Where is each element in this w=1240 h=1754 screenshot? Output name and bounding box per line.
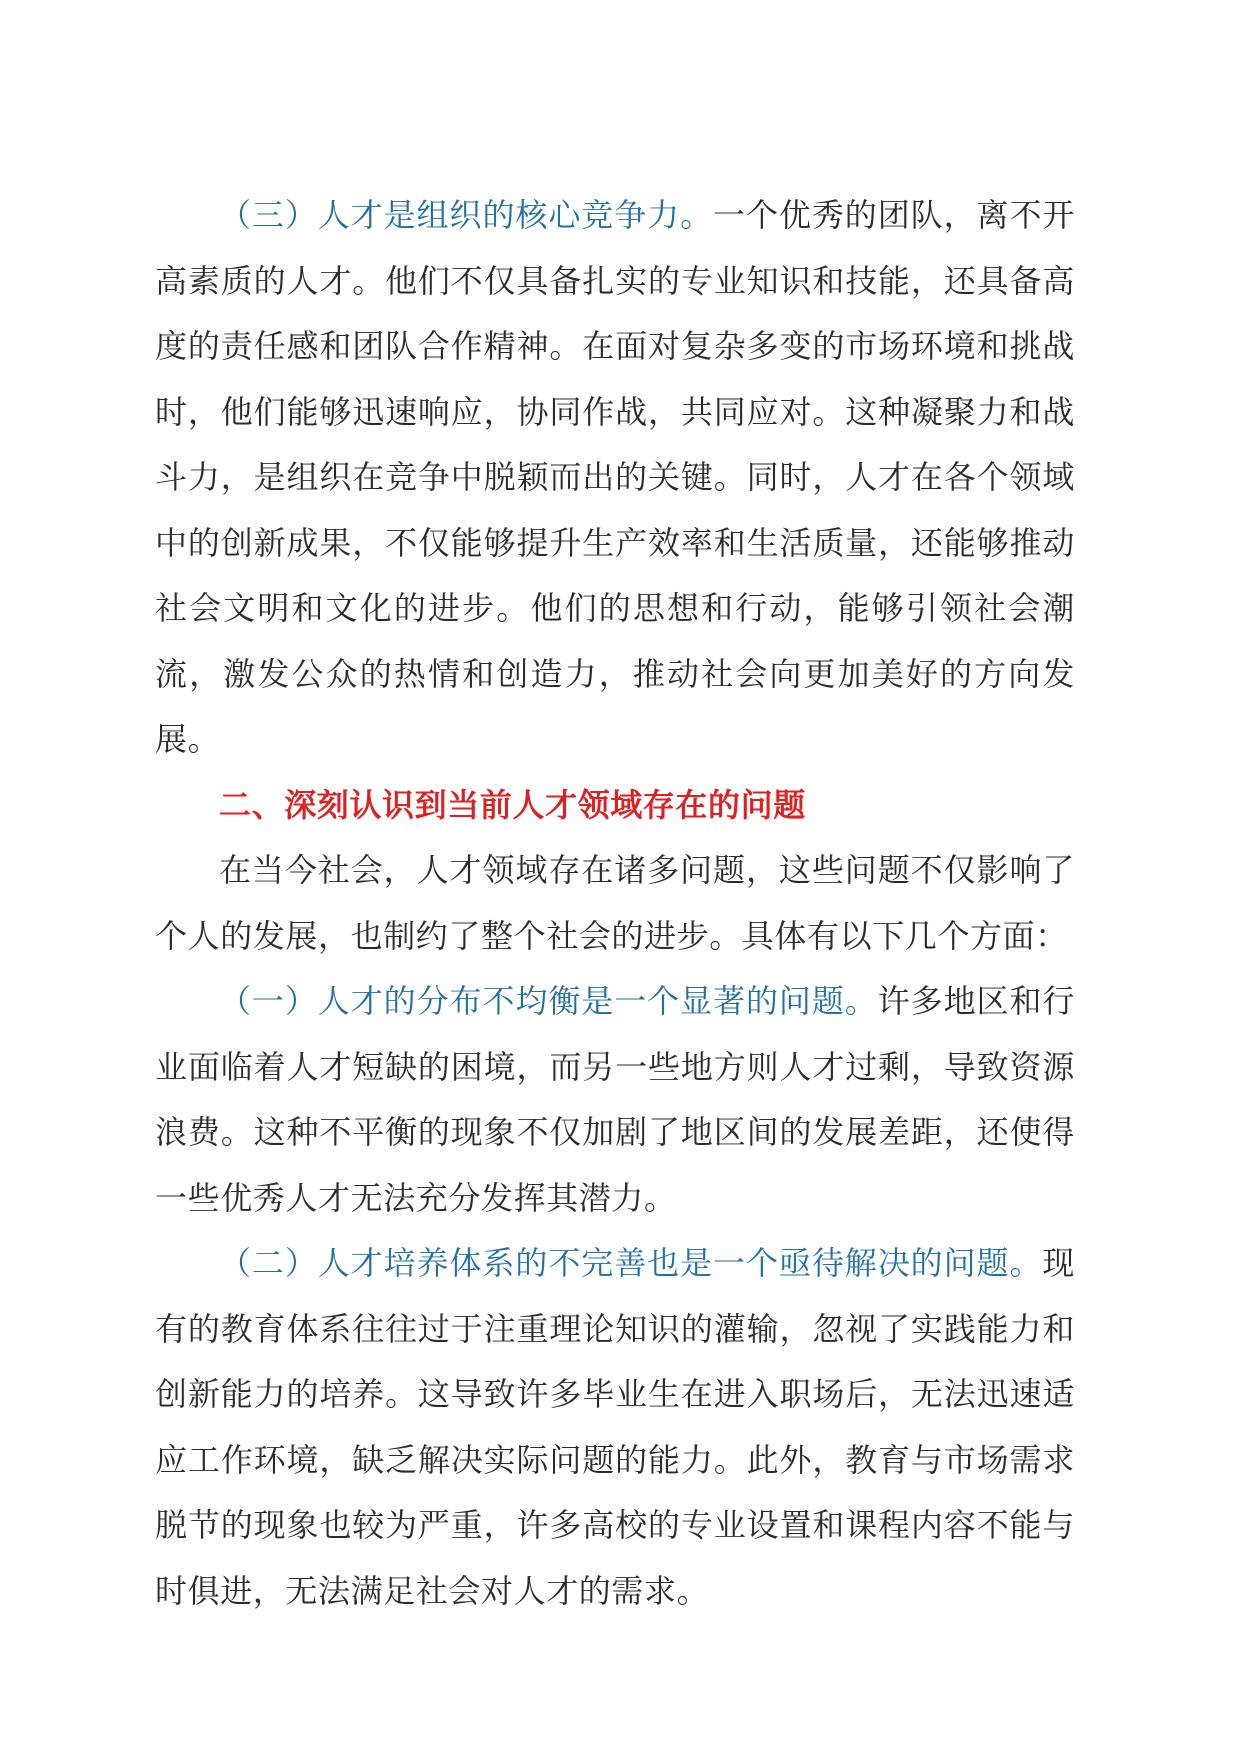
- document-page: [155, 183, 1075, 1624]
- paragraph-training-system: [155, 1231, 1075, 1624]
- paragraph-body-text: 现有的教育体系往往过于注重理论知识的灌输，忽视了实践能力和创新能力的培养。这导致许多毕业生在进入职场后，无法迅速适应工作环境，缺乏解决实际问题的能力。此外，教育与市场需求脱节的现象也较为严重，许多高校的专业设置和课程内容不能与时俱进，无法满足社会对人才的需求。: [155, 1244, 1075, 1610]
- subheading-talent-core-competitiveness: （三）人才是组织的核心竞争力。: [219, 196, 714, 234]
- section-heading: 二、深刻认识到当前人才领域存在的问题: [219, 785, 806, 824]
- subheading-uneven-distribution: （一）人才的分布不均衡是一个显著的问题。: [219, 982, 878, 1020]
- paragraph-talent-core-competitiveness: [155, 183, 1075, 773]
- paragraph-body-text: 一个优秀的团队，离不开高素质的人才。他们不仅具备扎实的专业知识和技能，还具备高度的责任感和团队合作精神。在面对复杂多变的市场环境和挑战时，他们能够迅速响应，协同作战，共同应对。这种凝聚力和战斗力，是组织在竞争中脱颖而出的关键。同时，人才在各个领域中的创新成果，不仅能够提升生产效率和生活质量，还能够推动社会文明和文化的进步。他们的思想和行动，能够引领社会潮流，激发公众的热情和创造力，推动社会向更加美好的方向发展。: [155, 196, 1075, 758]
- section-intro-paragraph: 在当今社会，人才领域存在诸多问题，这些问题不仅影响了个人的发展，也制约了整个社会的进步。具体有以下几个方面：: [155, 851, 1075, 955]
- subheading-training-system: （二）人才培养体系的不完善也是一个亟待解决的问题。: [219, 1244, 1043, 1282]
- paragraph-uneven-distribution: [155, 969, 1075, 1231]
- paragraph-body-text: 许多地区和行业面临着人才短缺的困境，而另一些地方则人才过剩，导致资源浪费。这种不平衡的现象不仅加剧了地区间的发展差距，还使得一些优秀人才无法充分发挥其潜力。: [155, 982, 1075, 1217]
